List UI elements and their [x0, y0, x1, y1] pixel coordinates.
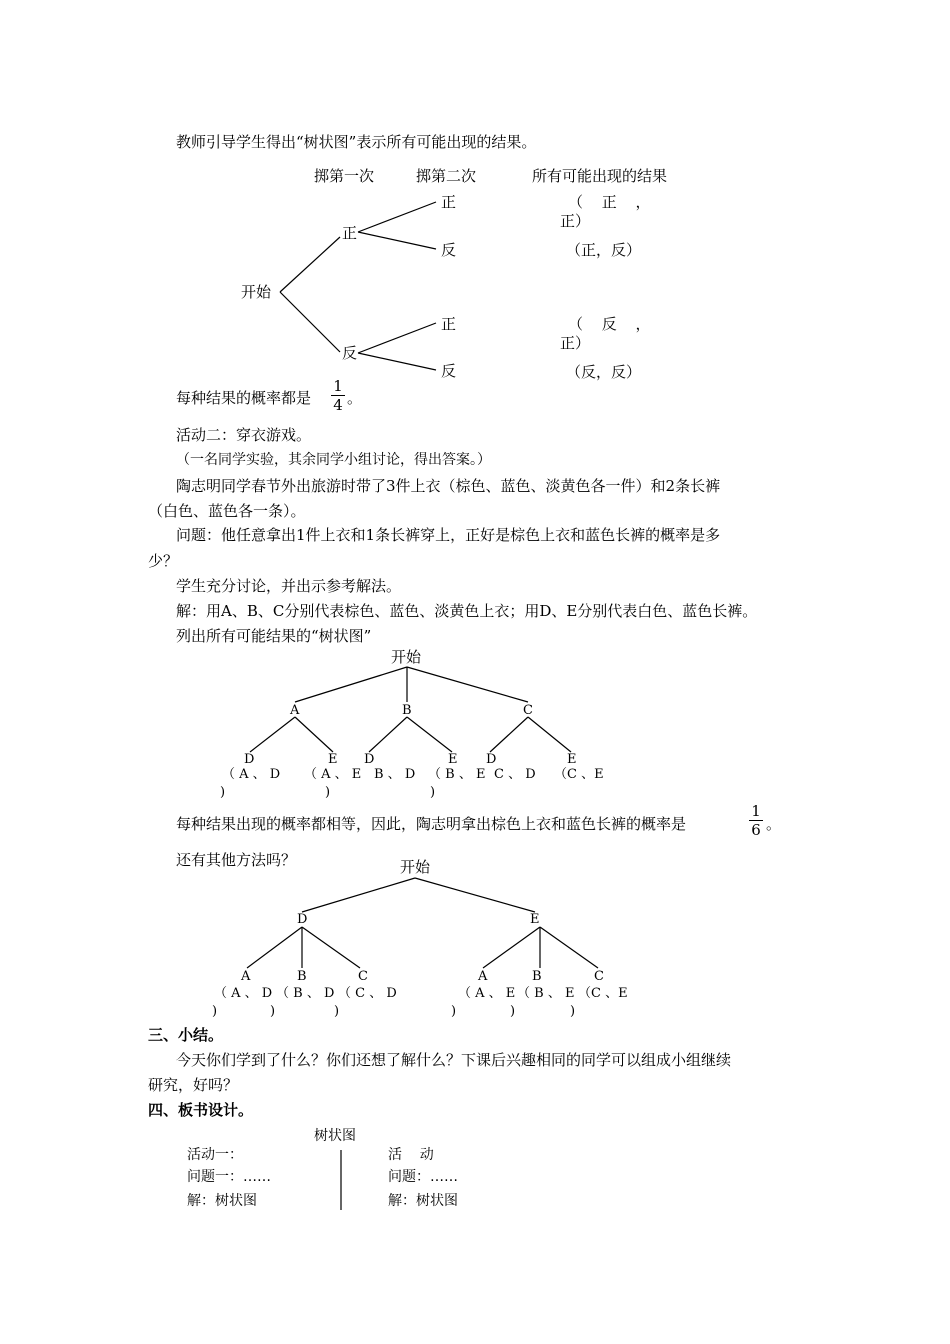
prob1-end: 。	[347, 389, 363, 407]
coin-leaf: 正	[441, 315, 457, 333]
summary-line: 今天你们学到了什么？你们还想了解什么？下课后兴趣相同的同学可以组成小组继续	[176, 1051, 732, 1069]
tree2-root: 开始	[391, 648, 422, 666]
tree3-leaf: C	[594, 969, 604, 984]
summary-line: 研究，好吗？	[148, 1076, 239, 1094]
coin-result: 正）	[560, 212, 591, 230]
fraction-one-quarter	[331, 378, 345, 413]
board-title: 树状图	[314, 1128, 356, 1144]
coin-leaf: 正	[441, 193, 457, 211]
tree3-branch	[483, 927, 540, 968]
tree3-branch	[302, 927, 360, 968]
section3-heading: 三、小结。	[148, 1026, 224, 1044]
prob2-text: 每种结果出现的概率都相等，因此，陶志明拿出棕色上衣和蓝色长裤的概率是	[176, 815, 687, 833]
activity2-note: （一名同学实验，其余同学小组讨论，得出答案。）	[176, 452, 491, 468]
other-method-text: 还有其他方法吗？	[176, 851, 297, 869]
story-line: （白色、蓝色各一条）。	[148, 502, 306, 520]
tree2-branch	[250, 717, 295, 752]
intro-text: 教师引导学生得出“树状图”表示所有可能出现的结果。	[176, 133, 537, 151]
tree3-result-close: )	[212, 1004, 218, 1019]
discuss-text: 学生充分讨论，并出示参考解法。	[176, 577, 402, 595]
tree2-branch	[528, 717, 571, 752]
solution-text: 解：用A、B、C分别代表棕色、蓝色、淡黄色上衣；用D、E分别代表白色、蓝色长裤。	[176, 602, 758, 620]
tree3-result: （ B 、 D	[276, 986, 335, 1001]
question-line: 少？	[148, 552, 179, 570]
board-right-line: 活 动	[388, 1147, 434, 1163]
fraction-one-sixth	[749, 803, 763, 838]
board-left-line: 解：树状图	[187, 1193, 257, 1209]
tree3-node: D	[297, 912, 308, 927]
tree2-branch	[407, 667, 528, 702]
tree2-result-close: )	[325, 785, 331, 800]
activity2-title: 活动二：穿衣游戏。	[176, 426, 312, 444]
tree3-result-close: )	[451, 1004, 457, 1019]
tree3-result: （C 、E	[578, 986, 628, 1001]
tree2-result: （ A 、 E	[304, 767, 362, 782]
tree2-branch	[407, 717, 452, 752]
tree3-branch	[540, 927, 598, 968]
tree3-branch	[302, 878, 415, 912]
fraction-numerator: 1	[751, 802, 761, 820]
fraction-denominator: 4	[333, 396, 343, 414]
tree2-branch	[295, 667, 407, 702]
question-line: 问题：他任意拿出1件上衣和1条长裤穿上，正好是棕色上衣和蓝色长裤的概率是多	[176, 526, 721, 544]
tree2-leaf: D	[486, 752, 497, 767]
coin-result: （正，反）	[566, 241, 642, 259]
coin-branch	[358, 202, 436, 232]
coin-branch	[280, 292, 340, 352]
tree3-leaf: B	[532, 969, 542, 984]
coin-node: 正	[342, 224, 358, 242]
tree2-leaf: D	[364, 752, 375, 767]
tree3-result: （ A 、 D	[214, 986, 273, 1001]
tree3-result: （ C 、 D	[338, 986, 397, 1001]
board-left-line: 问题一：……	[187, 1169, 271, 1185]
tree3-leaf: A	[241, 969, 251, 984]
board-left-line: 活动一：	[187, 1147, 243, 1163]
tree3-result-close: )	[270, 1004, 276, 1019]
tree2-branch	[295, 717, 333, 752]
board-right-line: 解：树状图	[388, 1193, 458, 1209]
tree2-leaf: E	[328, 752, 338, 767]
list-tree-text: 列出所有可能结果的“树状图”	[176, 627, 372, 645]
fraction-denominator: 6	[751, 821, 761, 839]
coin-branch	[280, 237, 340, 292]
coin-leaf: 反	[441, 241, 457, 259]
col-first-throw: 掷第一次	[314, 167, 375, 185]
tree3-leaf: C	[358, 969, 368, 984]
tree3-result: （ B 、 E	[517, 986, 575, 1001]
tree2-branch	[369, 717, 407, 752]
tree2-result: B 、 D	[374, 767, 416, 782]
coin-node: 反	[342, 344, 358, 362]
tree2-result: （ B 、 E	[428, 767, 486, 782]
section4-heading: 四、板书设计。	[148, 1101, 254, 1119]
tree3-node: E	[530, 912, 540, 927]
coin-result: （反，反）	[566, 363, 642, 381]
tree3-root: 开始	[400, 858, 431, 876]
tree2-branch	[490, 717, 528, 752]
story-line: 陶志明同学春节外出旅游时带了3件上衣（棕色、蓝色、淡黄色各一件）和2条长裤	[176, 477, 721, 495]
tree3-result-close: )	[570, 1004, 576, 1019]
tree2-result: C 、 D	[494, 767, 536, 782]
prob1-text: 每种结果的概率都是	[176, 389, 312, 407]
coin-branch	[358, 353, 436, 370]
coin-result: 正）	[560, 334, 591, 352]
tree2-leaf: E	[567, 752, 577, 767]
tree3-result-close: )	[510, 1004, 516, 1019]
prob2-end: 。	[766, 815, 782, 833]
tree2-node: A	[290, 703, 300, 718]
tree2-leaf: E	[448, 752, 458, 767]
fraction-numerator: 1	[333, 377, 343, 395]
tree3-branch	[415, 878, 535, 912]
coin-branch	[358, 323, 436, 353]
tree2-result: （ A 、 D	[222, 767, 281, 782]
board-right-line: 问题：……	[388, 1169, 458, 1185]
tree3-leaf: B	[297, 969, 307, 984]
tree2-node: B	[402, 703, 412, 718]
col-results: 所有可能出现的结果	[532, 167, 668, 185]
tree3-result-close: )	[334, 1004, 340, 1019]
tree2-result: （C 、E	[554, 767, 604, 782]
tree2-result-close: )	[430, 785, 436, 800]
tree2-leaf: D	[244, 752, 255, 767]
coin-branch	[358, 232, 436, 249]
coin-leaf: 反	[441, 362, 457, 380]
col-second-throw: 掷第二次	[416, 167, 477, 185]
coin-result: （ 正 ，	[568, 193, 651, 211]
tree3-result: （ A 、 E	[458, 986, 516, 1001]
coin-root: 开始	[241, 283, 272, 301]
tree2-node: C	[523, 703, 533, 718]
coin-result: （ 反 ，	[568, 315, 651, 333]
tree3-leaf: A	[478, 969, 488, 984]
tree3-branch	[247, 927, 302, 968]
tree2-result-close: )	[220, 785, 226, 800]
